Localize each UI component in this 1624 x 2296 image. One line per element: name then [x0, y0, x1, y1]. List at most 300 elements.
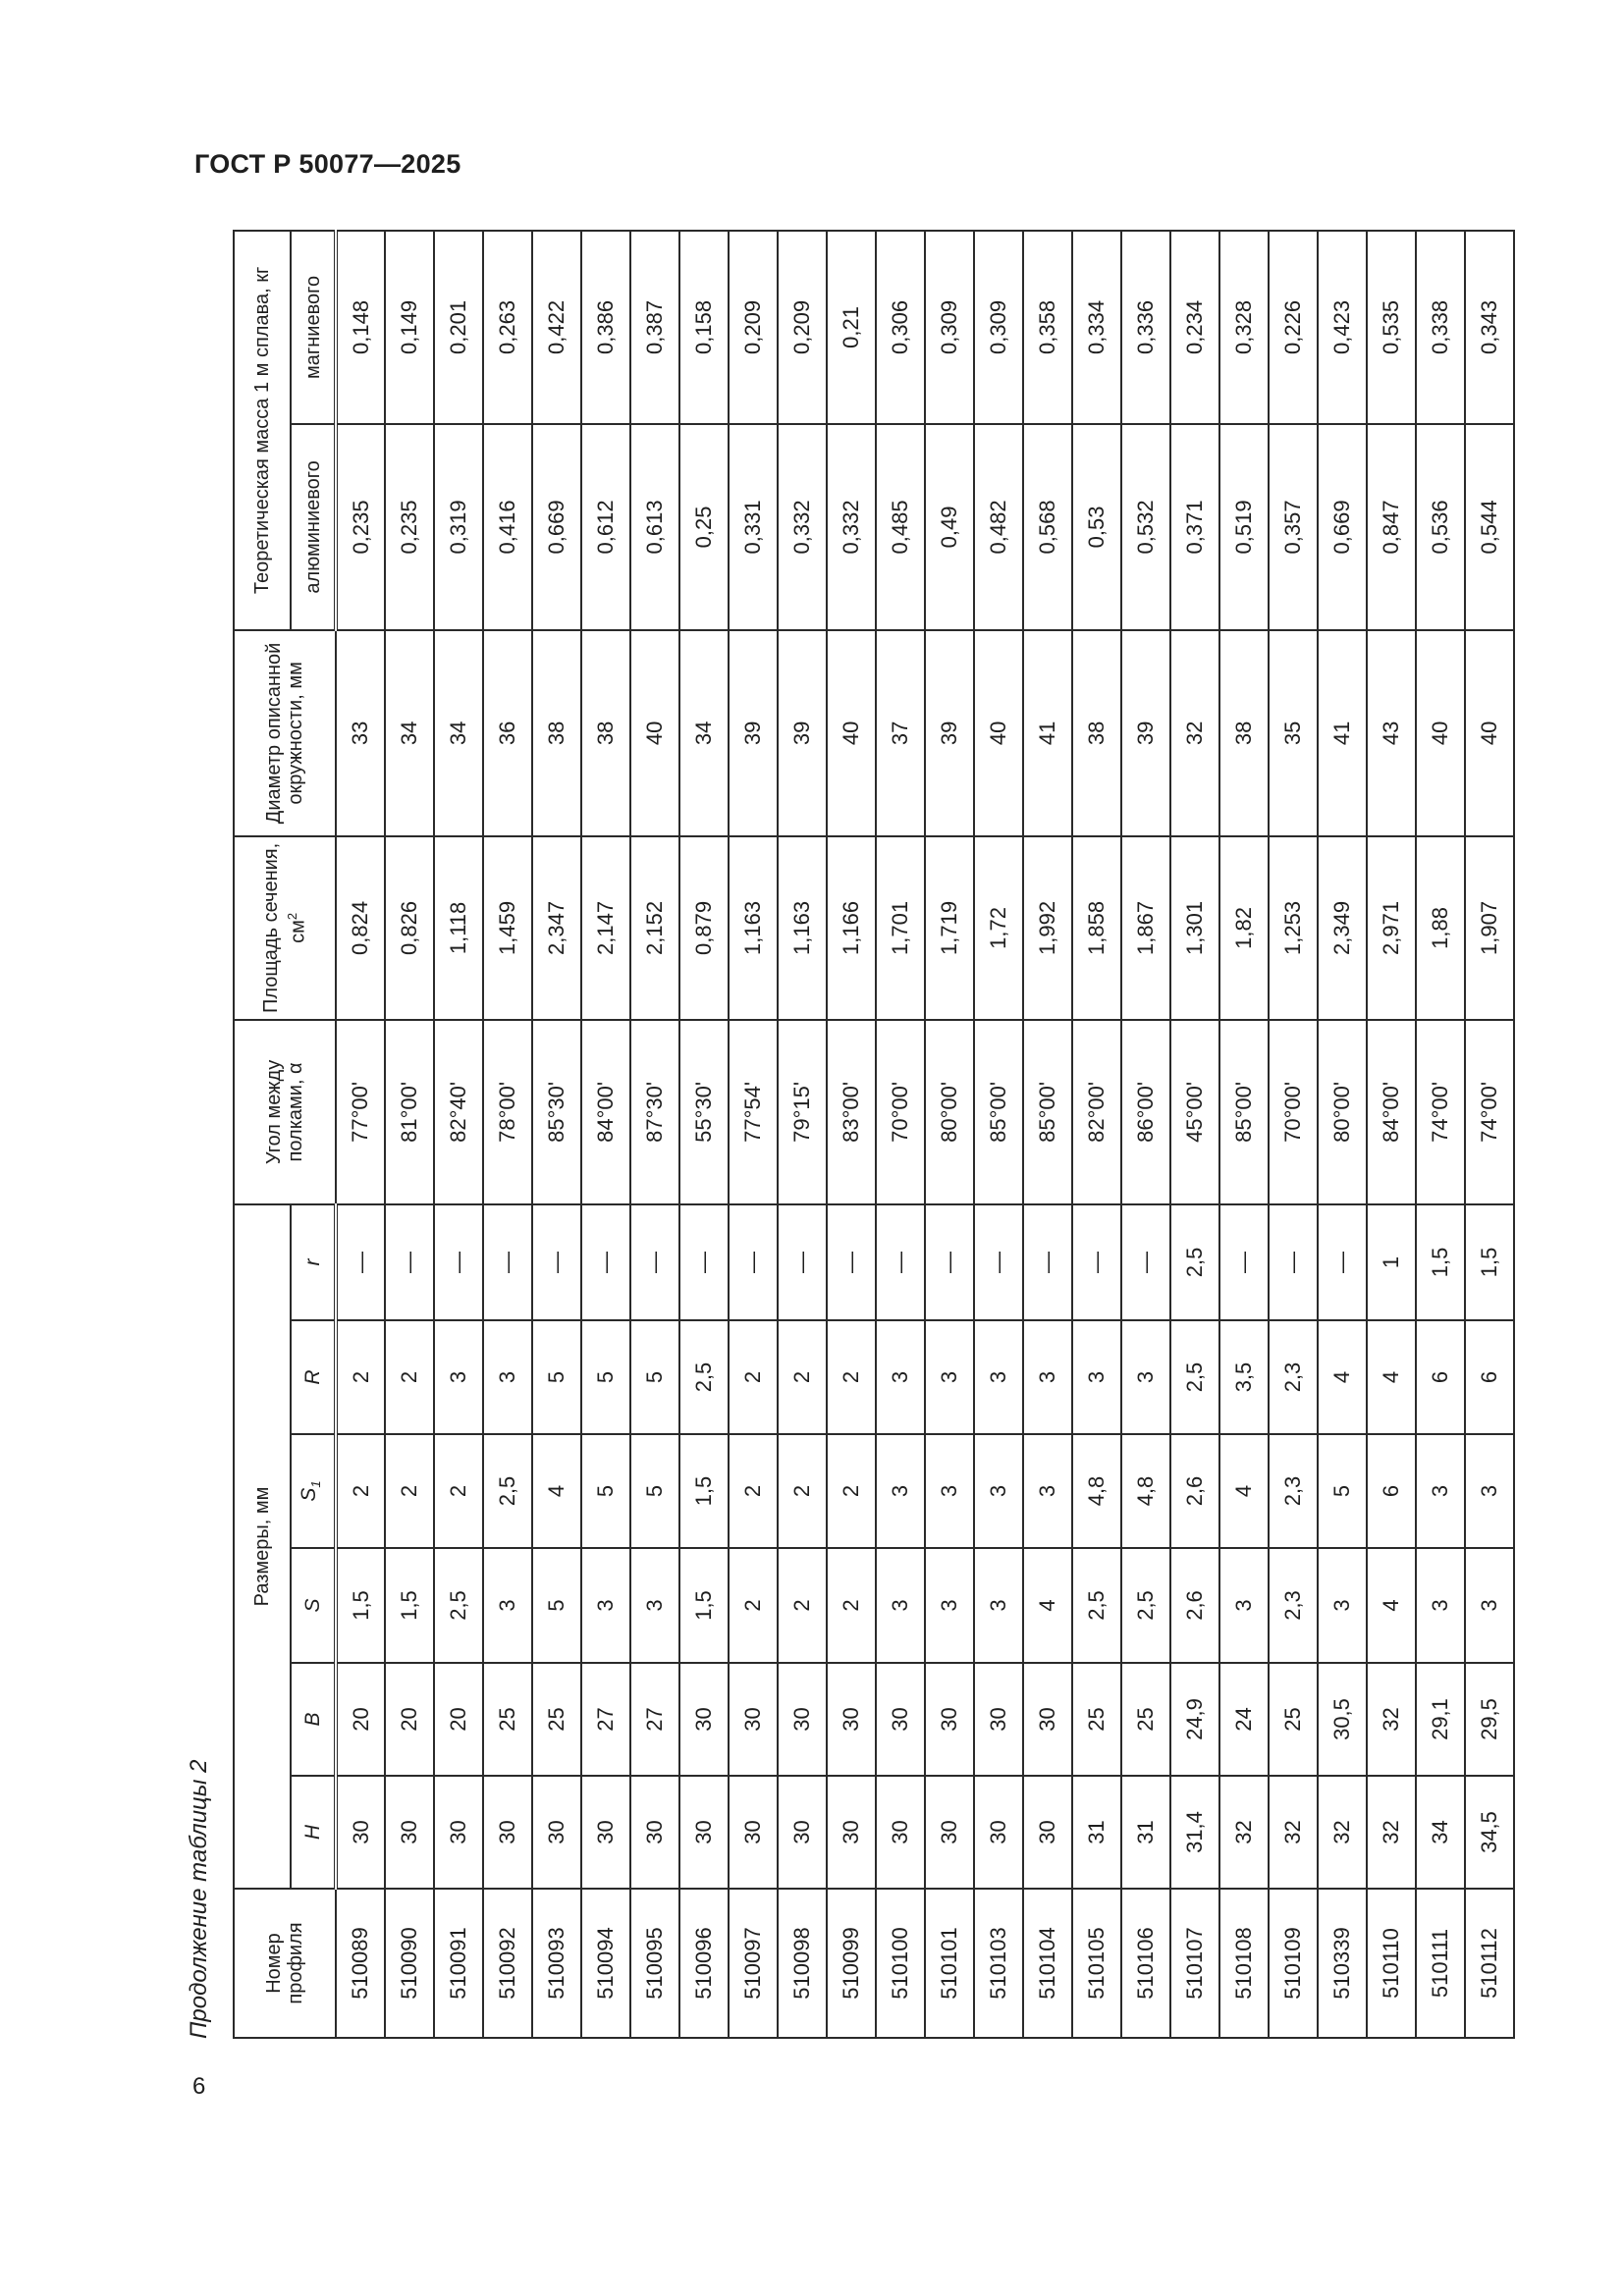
table-row: [483, 231, 532, 2038]
cell-diameter: 34: [679, 630, 729, 836]
cell-H: 30: [581, 1776, 630, 1889]
cell-diameter: 32: [1170, 630, 1219, 836]
cell-angle: 78°00': [483, 1020, 532, 1204]
cell-R: 5: [532, 1320, 581, 1434]
cell-profile-no: 510112: [1465, 1889, 1514, 2038]
cell-R: 2: [827, 1320, 876, 1434]
cell-mass-al: 0,416: [483, 424, 532, 630]
cell-mass-al: 0,49: [925, 424, 974, 630]
cell-area: 2,347: [532, 836, 581, 1020]
cell-S1: 2: [729, 1434, 778, 1548]
cell-r: —: [679, 1204, 729, 1320]
cell-diameter: 38: [532, 630, 581, 836]
cell-B: 30,5: [1318, 1663, 1367, 1776]
cell-area: 1,82: [1219, 836, 1269, 1020]
cell-S: 3: [630, 1548, 679, 1663]
cell-R: 3: [876, 1320, 925, 1434]
cell-area: 1,253: [1269, 836, 1318, 1020]
cell-area: 1,867: [1121, 836, 1170, 1020]
cell-profile-no: 510094: [581, 1889, 630, 2038]
cell-mass-al: 0,669: [1318, 424, 1367, 630]
cell-profile-no: 510105: [1072, 1889, 1121, 2038]
cell-R: 5: [630, 1320, 679, 1434]
cell-S1: 6: [1367, 1434, 1416, 1548]
cell-area: 0,824: [336, 836, 385, 1020]
cell-S1: 2: [336, 1434, 385, 1548]
cell-profile-no: 510095: [630, 1889, 679, 2038]
cell-mass-al: 0,235: [336, 424, 385, 630]
cell-r: —: [1269, 1204, 1318, 1320]
cell-area: 1,719: [925, 836, 974, 1020]
cell-S1: 1,5: [679, 1434, 729, 1548]
table-row: [1416, 231, 1465, 2038]
cell-mass-mg: 0,309: [925, 231, 974, 424]
cell-angle: 84°00': [1367, 1020, 1416, 1204]
cell-diameter: 40: [1465, 630, 1514, 836]
table-row: [385, 231, 434, 2038]
cell-angle: 70°00': [876, 1020, 925, 1204]
cell-profile-no: 510096: [679, 1889, 729, 2038]
cell-diameter: 36: [483, 630, 532, 836]
cell-r: —: [729, 1204, 778, 1320]
cell-H: 30: [630, 1776, 679, 1889]
cell-H: 30: [876, 1776, 925, 1889]
cell-S1: 2: [778, 1434, 827, 1548]
cell-diameter: 39: [925, 630, 974, 836]
cell-r: —: [630, 1204, 679, 1320]
cell-angle: 85°00': [974, 1020, 1023, 1204]
cell-B: 25: [483, 1663, 532, 1776]
cell-profile-no: 510111: [1416, 1889, 1465, 2038]
cell-S: 2,3: [1269, 1548, 1318, 1663]
cell-profile-no: 510093: [532, 1889, 581, 2038]
cell-B: 30: [974, 1663, 1023, 1776]
cell-B: 25: [1269, 1663, 1318, 1776]
cell-H: 30: [483, 1776, 532, 1889]
cell-B: 27: [630, 1663, 679, 1776]
cell-S1: 2: [827, 1434, 876, 1548]
cell-profile-no: 510110: [1367, 1889, 1416, 2038]
cell-H: 30: [729, 1776, 778, 1889]
cell-r: 1,5: [1465, 1204, 1514, 1320]
cell-angle: 82°00': [1072, 1020, 1121, 1204]
cell-mass-mg: 0,201: [434, 231, 483, 424]
cell-R: 2,3: [1269, 1320, 1318, 1434]
cell-angle: 83°00': [827, 1020, 876, 1204]
cell-profile-no: 510107: [1170, 1889, 1219, 2038]
cell-area: 1,301: [1170, 836, 1219, 1020]
page-number: 6: [192, 2073, 206, 2100]
cell-mass-mg: 0,209: [778, 231, 827, 424]
table-row: [434, 231, 483, 2038]
table-row: [778, 231, 827, 2038]
cell-angle: 45°00': [1170, 1020, 1219, 1204]
cell-area: 2,147: [581, 836, 630, 1020]
table-row: [1318, 231, 1367, 2038]
cell-mass-mg: 0,336: [1121, 231, 1170, 424]
cell-S: 3: [1219, 1548, 1269, 1663]
cell-B: 27: [581, 1663, 630, 1776]
cell-S: 1,5: [385, 1548, 434, 1663]
header-dimensions-group: Размеры, мм: [234, 1204, 291, 1889]
cell-R: 3: [974, 1320, 1023, 1434]
cell-area: 2,152: [630, 836, 679, 1020]
cell-angle: 81°00': [385, 1020, 434, 1204]
header-S1: [291, 1434, 336, 1548]
cell-angle: 80°00': [1318, 1020, 1367, 1204]
cell-mass-mg: 0,21: [827, 231, 876, 424]
cell-B: 29,5: [1465, 1663, 1514, 1776]
header-R: R: [291, 1320, 336, 1434]
cell-mass-al: 0,235: [385, 424, 434, 630]
cell-S1: 2,5: [483, 1434, 532, 1548]
cell-diameter: 40: [974, 630, 1023, 836]
cell-B: 24,9: [1170, 1663, 1219, 1776]
cell-S: 3: [581, 1548, 630, 1663]
cell-R: 2,5: [679, 1320, 729, 1434]
table-row: [1023, 231, 1072, 2038]
cell-S: 1,5: [336, 1548, 385, 1663]
cell-r: —: [434, 1204, 483, 1320]
cell-H: 30: [778, 1776, 827, 1889]
cell-S: 3: [876, 1548, 925, 1663]
cell-H: 31,4: [1170, 1776, 1219, 1889]
cell-S1: 2: [385, 1434, 434, 1548]
cell-B: 25: [1072, 1663, 1121, 1776]
profiles-table: [233, 230, 1515, 2039]
cell-S: 3: [1318, 1548, 1367, 1663]
cell-diameter: 38: [1072, 630, 1121, 836]
cell-angle: 85°00': [1023, 1020, 1072, 1204]
cell-S: 3: [483, 1548, 532, 1663]
cell-R: 3: [483, 1320, 532, 1434]
cell-r: —: [336, 1204, 385, 1320]
cell-S1: 3: [1023, 1434, 1072, 1548]
cell-mass-mg: 0,422: [532, 231, 581, 424]
table-row: [1072, 231, 1121, 2038]
table-body: [336, 231, 1514, 2038]
cell-R: 6: [1465, 1320, 1514, 1434]
cell-angle: 77°00': [336, 1020, 385, 1204]
cell-mass-mg: 0,343: [1465, 231, 1514, 424]
cell-angle: 85°30': [532, 1020, 581, 1204]
cell-r: —: [532, 1204, 581, 1320]
cell-mass-al: 0,319: [434, 424, 483, 630]
header-r: r: [291, 1204, 336, 1320]
cell-mass-mg: 0,309: [974, 231, 1023, 424]
cell-R: 3: [1023, 1320, 1072, 1434]
cell-R: 4: [1318, 1320, 1367, 1434]
cell-angle: 85°00': [1219, 1020, 1269, 1204]
cell-S: 3: [974, 1548, 1023, 1663]
cell-mass-mg: 0,263: [483, 231, 532, 424]
cell-R: 4: [1367, 1320, 1416, 1434]
cell-area: 1,907: [1465, 836, 1514, 1020]
header-area-text: Площадь сечения, см: [260, 842, 309, 1014]
cell-diameter: 37: [876, 630, 925, 836]
cell-mass-al: 0,332: [778, 424, 827, 630]
cell-H: 34: [1416, 1776, 1465, 1889]
cell-R: 6: [1416, 1320, 1465, 1434]
cell-R: 2: [729, 1320, 778, 1434]
cell-angle: 70°00': [1269, 1020, 1318, 1204]
cell-B: 20: [336, 1663, 385, 1776]
cell-mass-al: 0,544: [1465, 424, 1514, 630]
cell-angle: 74°00': [1465, 1020, 1514, 1204]
cell-R: 2: [336, 1320, 385, 1434]
cell-S: 2: [729, 1548, 778, 1663]
cell-profile-no: 510339: [1318, 1889, 1367, 2038]
cell-profile-no: 510089: [336, 1889, 385, 2038]
cell-S1: 4: [1219, 1434, 1269, 1548]
cell-H: 30: [974, 1776, 1023, 1889]
cell-H: 32: [1318, 1776, 1367, 1889]
cell-H: 34,5: [1465, 1776, 1514, 1889]
cell-S: 2,6: [1170, 1548, 1219, 1663]
cell-S: 4: [1367, 1548, 1416, 1663]
cell-mass-al: 0,532: [1121, 424, 1170, 630]
cell-mass-mg: 0,148: [336, 231, 385, 424]
cell-S: 2,5: [1121, 1548, 1170, 1663]
cell-profile-no: 510097: [729, 1889, 778, 2038]
header-S: S: [291, 1548, 336, 1663]
cell-H: 30: [336, 1776, 385, 1889]
cell-profile-no: 510100: [876, 1889, 925, 2038]
cell-H: 32: [1367, 1776, 1416, 1889]
table-row: [876, 231, 925, 2038]
cell-S: 2: [778, 1548, 827, 1663]
cell-area: 0,879: [679, 836, 729, 1020]
cell-mass-al: 0,669: [532, 424, 581, 630]
cell-B: 32: [1367, 1663, 1416, 1776]
table-row: [827, 231, 876, 2038]
cell-area: 1,163: [729, 836, 778, 1020]
cell-S1: 4,8: [1121, 1434, 1170, 1548]
cell-H: 30: [532, 1776, 581, 1889]
cell-r: —: [876, 1204, 925, 1320]
cell-H: 31: [1072, 1776, 1121, 1889]
cell-diameter: 40: [630, 630, 679, 836]
cell-B: 25: [532, 1663, 581, 1776]
cell-mass-al: 0,53: [1072, 424, 1121, 630]
cell-H: 30: [385, 1776, 434, 1889]
cell-H: 30: [679, 1776, 729, 1889]
cell-r: —: [827, 1204, 876, 1320]
cell-r: —: [581, 1204, 630, 1320]
cell-mass-al: 0,847: [1367, 424, 1416, 630]
header-area: [234, 836, 336, 1020]
cell-diameter: 39: [1121, 630, 1170, 836]
cell-angle: 80°00': [925, 1020, 974, 1204]
cell-profile-no: 510101: [925, 1889, 974, 2038]
cell-angle: 84°00': [581, 1020, 630, 1204]
cell-area: 0,826: [385, 836, 434, 1020]
cell-mass-mg: 0,209: [729, 231, 778, 424]
table-caption-container: [180, 232, 219, 2039]
cell-B: 20: [434, 1663, 483, 1776]
cell-B: 30: [729, 1663, 778, 1776]
cell-area: 1,858: [1072, 836, 1121, 1020]
cell-mass-mg: 0,535: [1367, 231, 1416, 424]
cell-S: 4: [1023, 1548, 1072, 1663]
cell-area: 1,459: [483, 836, 532, 1020]
cell-S: 3: [1416, 1548, 1465, 1663]
cell-mass-al: 0,332: [827, 424, 876, 630]
cell-area: 1,166: [827, 836, 876, 1020]
cell-mass-mg: 0,358: [1023, 231, 1072, 424]
cell-B: 30: [827, 1663, 876, 1776]
cell-r: 1,5: [1416, 1204, 1465, 1320]
cell-mass-mg: 0,306: [876, 231, 925, 424]
cell-profile-no: 510104: [1023, 1889, 1072, 2038]
table-row: [925, 231, 974, 2038]
cell-H: 32: [1219, 1776, 1269, 1889]
cell-B: 24: [1219, 1663, 1269, 1776]
cell-S1: 3: [1465, 1434, 1514, 1548]
cell-r: —: [925, 1204, 974, 1320]
cell-diameter: 43: [1367, 630, 1416, 836]
cell-B: 30: [876, 1663, 925, 1776]
table-row: [336, 231, 385, 2038]
cell-S: 5: [532, 1548, 581, 1663]
cell-profile-no: 510098: [778, 1889, 827, 2038]
cell-r: 1: [1367, 1204, 1416, 1320]
table-row: [1219, 231, 1269, 2038]
cell-diameter: 39: [729, 630, 778, 836]
profiles-table-container: [233, 232, 1501, 2039]
cell-area: 1,701: [876, 836, 925, 1020]
cell-mass-al: 0,536: [1416, 424, 1465, 630]
cell-S: 3: [1465, 1548, 1514, 1663]
cell-H: 30: [1023, 1776, 1072, 1889]
cell-angle: 79°15': [778, 1020, 827, 1204]
cell-S1: 5: [630, 1434, 679, 1548]
cell-profile-no: 510106: [1121, 1889, 1170, 2038]
cell-R: 3: [434, 1320, 483, 1434]
cell-S: 3: [925, 1548, 974, 1663]
cell-profile-no: 510092: [483, 1889, 532, 2038]
cell-diameter: 33: [336, 630, 385, 836]
cell-B: 25: [1121, 1663, 1170, 1776]
header-mass-group: Теоретическая масса 1 м сплава, кг: [234, 231, 291, 630]
cell-B: 30: [679, 1663, 729, 1776]
cell-diameter: 41: [1318, 630, 1367, 836]
cell-r: —: [483, 1204, 532, 1320]
cell-S1: 5: [1318, 1434, 1367, 1548]
cell-S1: 3: [925, 1434, 974, 1548]
header-mass-mg: магниевого: [291, 231, 336, 424]
cell-mass-mg: 0,226: [1269, 231, 1318, 424]
cell-r: —: [1023, 1204, 1072, 1320]
header-mass-al: алюминиевого: [291, 424, 336, 630]
cell-H: 31: [1121, 1776, 1170, 1889]
cell-mass-al: 0,482: [974, 424, 1023, 630]
cell-mass-al: 0,25: [679, 424, 729, 630]
cell-area: 2,349: [1318, 836, 1367, 1020]
header-S1-sub: 1: [308, 1480, 324, 1488]
cell-mass-mg: 0,149: [385, 231, 434, 424]
cell-S1: 2,3: [1269, 1434, 1318, 1548]
table-row: [630, 231, 679, 2038]
table-caption: Продолжение таблицы 2: [186, 1759, 212, 2039]
cell-angle: 74°00': [1416, 1020, 1465, 1204]
cell-diameter: 38: [581, 630, 630, 836]
cell-area: 1,72: [974, 836, 1023, 1020]
cell-R: 3,5: [1219, 1320, 1269, 1434]
cell-B: 29,1: [1416, 1663, 1465, 1776]
cell-H: 30: [827, 1776, 876, 1889]
cell-H: 30: [925, 1776, 974, 1889]
header-angle: Угол между полками, α: [234, 1020, 336, 1204]
cell-R: 2: [385, 1320, 434, 1434]
cell-angle: 77°54': [729, 1020, 778, 1204]
cell-profile-no: 510091: [434, 1889, 483, 2038]
cell-area: 2,971: [1367, 836, 1416, 1020]
cell-mass-al: 0,357: [1269, 424, 1318, 630]
cell-S: 2,5: [1072, 1548, 1121, 1663]
table-row: [974, 231, 1023, 2038]
cell-diameter: 34: [385, 630, 434, 836]
table-row: [729, 231, 778, 2038]
cell-r: —: [1072, 1204, 1121, 1320]
cell-mass-al: 0,331: [729, 424, 778, 630]
cell-diameter: 40: [1416, 630, 1465, 836]
cell-mass-mg: 0,423: [1318, 231, 1367, 424]
cell-profile-no: 510099: [827, 1889, 876, 2038]
table-row: [532, 231, 581, 2038]
cell-S1: 3: [974, 1434, 1023, 1548]
cell-mass-mg: 0,328: [1219, 231, 1269, 424]
cell-S: 2,5: [434, 1548, 483, 1663]
cell-area: 1,163: [778, 836, 827, 1020]
header-area-sup: 2: [285, 912, 300, 921]
cell-r: —: [1318, 1204, 1367, 1320]
cell-S1: 3: [876, 1434, 925, 1548]
table-row: [1170, 231, 1219, 2038]
cell-area: 1,992: [1023, 836, 1072, 1020]
cell-angle: 87°30': [630, 1020, 679, 1204]
table-row: [679, 231, 729, 2038]
header-B: B: [291, 1663, 336, 1776]
cell-profile-no: 510109: [1269, 1889, 1318, 2038]
table-row: [1269, 231, 1318, 2038]
header-diameter: Диаметр описанной окружности, мм: [234, 630, 336, 836]
cell-r: —: [1121, 1204, 1170, 1320]
cell-r: 2,5: [1170, 1204, 1219, 1320]
cell-mass-al: 0,613: [630, 424, 679, 630]
cell-S1: 4: [532, 1434, 581, 1548]
cell-mass-al: 0,519: [1219, 424, 1269, 630]
cell-S1: 4,8: [1072, 1434, 1121, 1548]
cell-B: 30: [1023, 1663, 1072, 1776]
header-profile-no: Номер профиля: [234, 1889, 336, 2038]
cell-mass-al: 0,485: [876, 424, 925, 630]
table-row: [1367, 231, 1416, 2038]
cell-mass-mg: 0,158: [679, 231, 729, 424]
cell-S1: 2,6: [1170, 1434, 1219, 1548]
cell-diameter: 41: [1023, 630, 1072, 836]
cell-diameter: 35: [1269, 630, 1318, 836]
cell-angle: 86°00': [1121, 1020, 1170, 1204]
cell-r: —: [385, 1204, 434, 1320]
cell-area: 1,88: [1416, 836, 1465, 1020]
cell-B: 30: [778, 1663, 827, 1776]
cell-B: 30: [925, 1663, 974, 1776]
cell-mass-al: 0,371: [1170, 424, 1219, 630]
cell-S: 1,5: [679, 1548, 729, 1663]
cell-r: —: [974, 1204, 1023, 1320]
cell-R: 2: [778, 1320, 827, 1434]
